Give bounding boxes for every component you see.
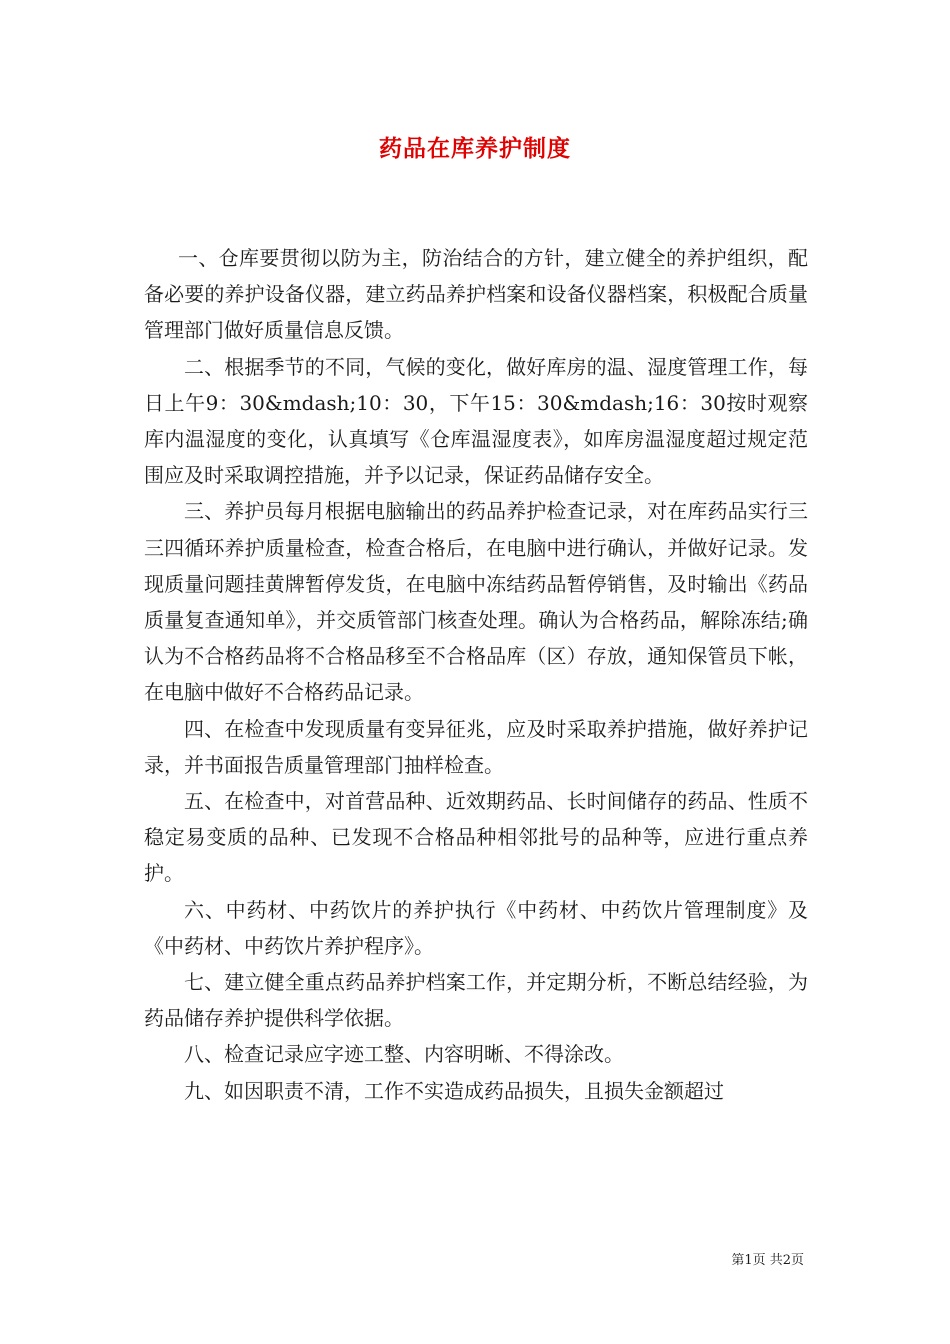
document-body <box>144 240 808 1109</box>
paragraph-6: 六、中药材、中药饮片的养护执行《中药材、中药饮片管理制度》及《中药材、中药饮片养护程序》。 <box>144 897 808 958</box>
paragraph-5: 五、在检查中，对首营品种、近效期药品、长时间储存的药品、性质不稳定易变质的品种、已发现不合格品种相邻批号的品种等，应进行重点养护。 <box>144 789 808 886</box>
page-number: 第1页 共2页 <box>731 1253 804 1268</box>
paragraph-8: 八、检查记录应字迹工整、内容明晰、不得涂改。 <box>184 1042 624 1067</box>
paragraph-3: 三、养护员每月根据电脑输出的药品养护检查记录，对在库药品实行三三四循环养护质量检查，检查合格后，在电脑中进行确认，并做好记录。发现质量问题挂黄牌暂停发货，在电脑中冻结药品暂停销售，及时输出《药品质量复查通知单》，并交质管部门核查处理。确认为合格药品，解除冻结;确认为不合格药品将不合格品移至不合格品库（区）存放，通知保管员下帐，在电脑中做好不合格药品记录。 <box>144 499 808 705</box>
paragraph-7: 七、建立健全重点药品养护档案工作，并定期分析，不断总结经验，为药品储存养护提供科学依据。 <box>144 970 808 1031</box>
paragraph-2: 二、根据季节的不同，气候的变化，做好库房的温、湿度管理工作，每日上午9：30&mdash;10：30，下午15：30&mdash;16：30按时观察库内温湿度的变化，认真填写《仓库温湿度表》，如库房温湿度超过规定范围应及时采取调控措施，并予以记录，保证药品储存安全。 <box>144 354 808 488</box>
paragraph-9: 九、如因职责不清，工作不实造成药品损失，且损失金额超过 <box>184 1078 724 1103</box>
document-title: 药品在库养护制度 <box>379 135 571 162</box>
paragraph-1: 一、仓库要贯彻以防为主，防治结合的方针，建立健全的养护组织，配备必要的养护设备仪器，建立药品养护档案和设备仪器档案，积极配合质量管理部门做好质量信息反馈。 <box>144 246 808 343</box>
paragraph-4: 四、在检查中发现质量有变异征兆，应及时采取养护措施，做好养护记录，并书面报告质量管理部门抽样检查。 <box>144 716 808 777</box>
